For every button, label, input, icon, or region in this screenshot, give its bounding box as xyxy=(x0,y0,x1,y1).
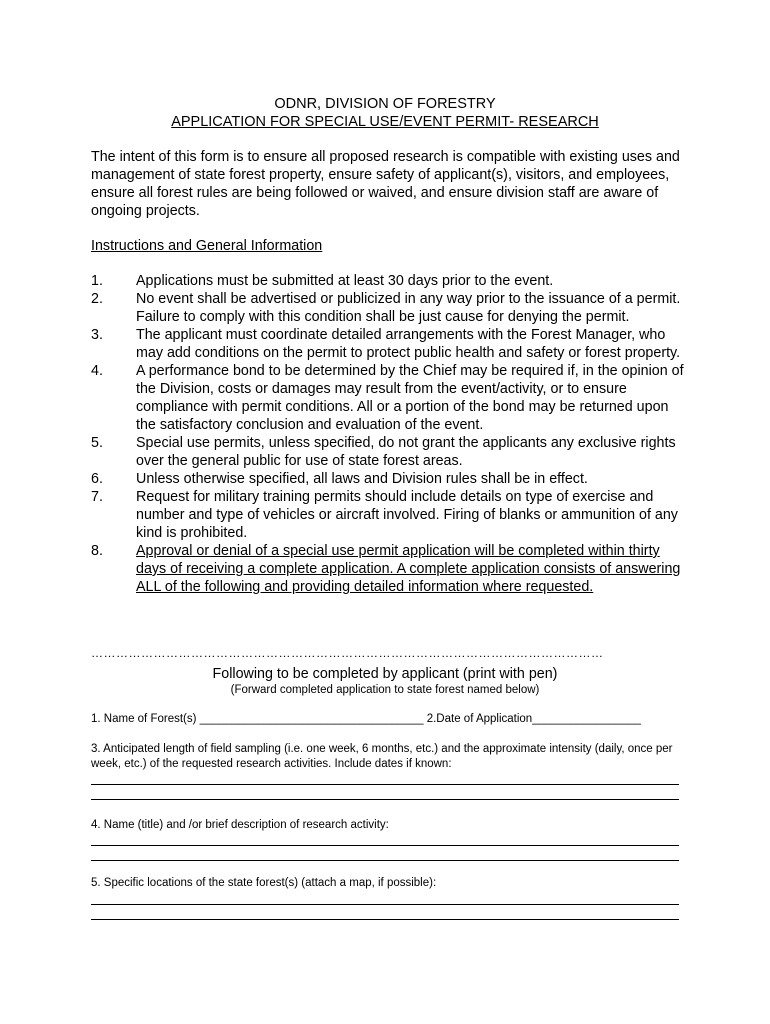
answer-line[interactable] xyxy=(91,919,679,920)
list-item xyxy=(91,470,691,488)
applicant-heading: Following to be completed by applicant (print with pen) xyxy=(212,666,558,682)
answer-line[interactable] xyxy=(91,860,679,861)
answer-line[interactable] xyxy=(91,904,679,905)
list-item-text: A performance bond to be determined by the Chief may be required if, in the opinion of the Division, costs or damages may result from the event/activity, or to ensure compliance with permit conditions. All or a portion of the bond may be returned upon the satisfactory conclusion and evaluation of the event. xyxy=(136,363,684,433)
list-item-number: 4. xyxy=(91,363,103,379)
list-item-number: 1. xyxy=(91,273,103,289)
list-item xyxy=(91,290,691,326)
instructions-list xyxy=(91,272,691,596)
instructions-heading: Instructions and General Information xyxy=(91,238,323,254)
intro-paragraph: The intent of this form is to ensure all proposed research is compatible with existing uses and management of state forest property, ensure safety of applicant(s), visitors, and employees, ensure all forest rules are being followed or waived, and ensure division staff are aware of ongoing projects. xyxy=(91,149,680,219)
list-item-number: 2. xyxy=(91,291,103,307)
forest-name-label: 1. Name of Forest(s) xyxy=(91,713,197,725)
list-item-number: 3. xyxy=(91,327,103,343)
application-date-label: 2.Date of Application xyxy=(426,713,533,725)
list-item-number: 5. xyxy=(91,435,103,451)
list-item-text: Unless otherwise specified, all laws and Division rules shall be in effect. xyxy=(136,471,588,487)
list-item xyxy=(91,542,691,596)
list-item-text: Applications must be submitted at least 30 days prior to the event. xyxy=(136,273,554,289)
application-date-field[interactable]: _________________ xyxy=(532,713,641,725)
list-item xyxy=(91,488,691,542)
answer-line[interactable] xyxy=(91,845,679,846)
form-title: APPLICATION FOR SPECIAL USE/EVENT PERMIT- RESEARCH xyxy=(171,114,599,130)
question-4-label: 4. Name (title) and /or brief description of research activity: xyxy=(91,819,389,831)
applicant-subheading: (Forward completed application to state forest named below) xyxy=(230,684,540,696)
list-item xyxy=(91,326,691,362)
list-item-number: 7. xyxy=(91,489,103,505)
forest-name-field[interactable]: ___________________________________ xyxy=(199,713,424,725)
list-item-text: Approval or denial of a special use permit application will be completed within thirty days of receiving a complete application. A complete application consists of answering ALL of the following and providing detailed information where requested. xyxy=(136,543,681,595)
answer-line[interactable] xyxy=(91,784,679,785)
list-item xyxy=(91,272,691,290)
list-item xyxy=(91,434,691,470)
list-item-text: No event shall be advertised or publicized in any way prior to the issuance of a permit. Failure to comply with this condition shall be just cause for denying the permit. xyxy=(136,291,681,325)
org-title: ODNR, DIVISION OF FORESTRY xyxy=(274,96,496,112)
list-item-text: Special use permits, unless specified, do not grant the applicants any exclusive rights over the general public for use of state forest areas. xyxy=(136,435,676,469)
list-item-text: Request for military training permits should include details on type of exercise and number and type of vehicles or aircraft involved. Firing of blanks or ammunition of any kind is prohibited. xyxy=(136,489,678,541)
list-item-number: 6. xyxy=(91,471,103,487)
question-1-row xyxy=(91,712,691,727)
question-5-label: 5. Specific locations of the state forest(s) (attach a map, if possible): xyxy=(91,877,437,889)
question-3-label: 3. Anticipated length of field sampling (i.e. one week, 6 months, etc.) and the approximate intensity (daily, once per week, etc.) of the requested research activities. Include dates if known: xyxy=(91,743,673,770)
answer-line[interactable] xyxy=(91,799,679,800)
list-item-number: 8. xyxy=(91,543,103,559)
dotted-separator: …………………………………………………………………………………………………………… xyxy=(91,647,604,659)
list-item-text: The applicant must coordinate detailed arrangements with the Forest Manager, who may add conditions on the permit to protect public health and safety or forest property. xyxy=(136,327,681,361)
list-item xyxy=(91,362,691,434)
